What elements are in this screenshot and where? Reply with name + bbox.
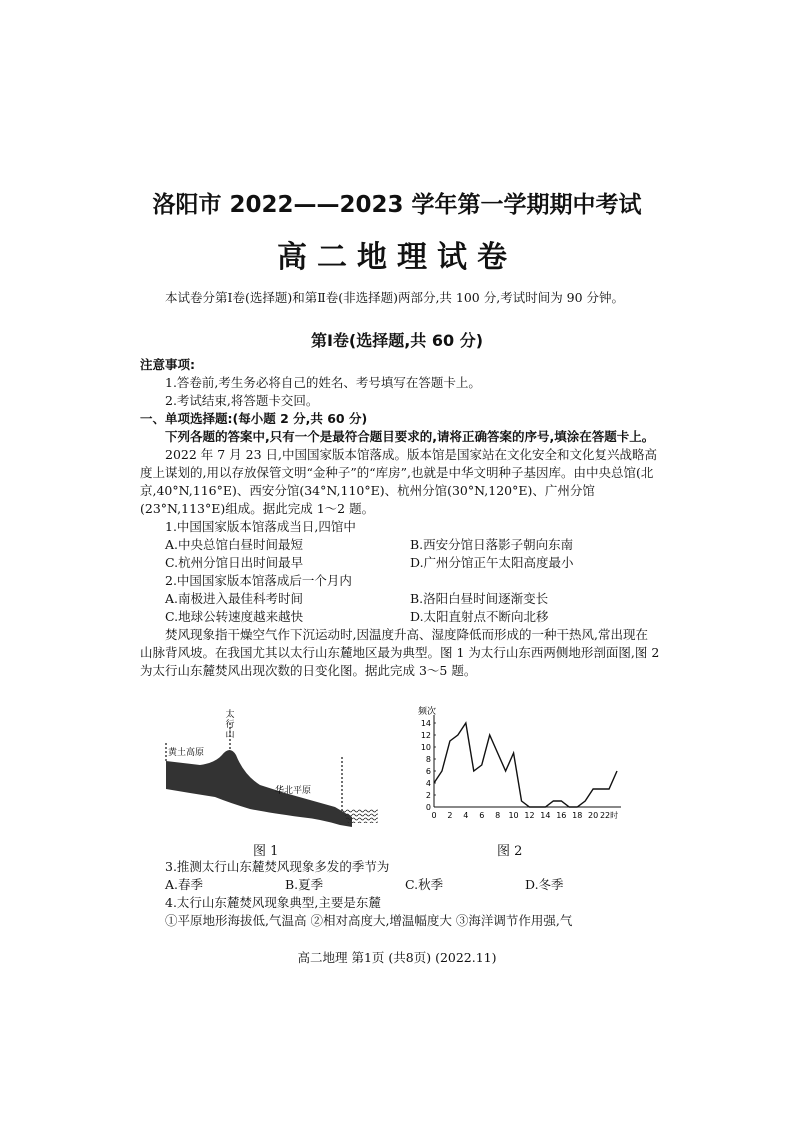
q2-option-d: D.太阳直射点不断向北移 — [410, 609, 549, 624]
q3-option-b: B.夏季 — [285, 877, 324, 892]
exam-title: 洛阳市 2022——2023 学年第一学期期中考试 — [152, 192, 642, 218]
passage-2: 焚风现象指干燥空气作下沉运动时,因温度升高、湿度降低而形成的一种干热风,常出现在山脉背风坡。在我国尤其以太行山东麓地区最为典型。图 1 为太行山东西两侧地形剖面图,图 2 为太行山东麓焚风出现次数的日变化图。据此完成 3～5 题。 — [140, 627, 660, 678]
q2-stem: 2.中国国家版本馆落成后一个月内 — [165, 573, 352, 588]
sea-shape — [342, 809, 378, 823]
figure-1-terrain-profile — [160, 705, 385, 830]
q2-option-c: C.地球公转速度越来越快 — [165, 609, 304, 624]
q2-option-a: A.南极进入最佳科考时间 — [165, 591, 304, 606]
part1-heading: 一、单项选择题:(每小题 2 分,共 60 分) — [140, 411, 368, 426]
x-tick-label: 18 — [572, 811, 583, 820]
q1-option-a: A.中央总馆白昼时间最短 — [165, 537, 304, 552]
q2-option-b: B.洛阳白昼时间逐渐变长 — [410, 591, 549, 606]
q1-options-row-2 — [140, 554, 660, 572]
x-tick-label: 8 — [495, 811, 501, 820]
q4-stem: 4.太行山东麓焚风现象典型,主要是东麓 — [165, 895, 381, 910]
q1-options-row-1 — [140, 536, 660, 554]
page-footer: 高二地理 第1页 (共8页) (2022.11) — [297, 950, 497, 965]
q1-option-b: B.西安分馆日落影子朝向东南 — [410, 537, 574, 552]
y-tick-label: 14 — [420, 719, 431, 728]
notice-block — [140, 356, 660, 680]
y-axis-label: 频次 — [418, 707, 437, 717]
figure-2-caption: 图 2 — [497, 844, 523, 859]
x-tick-label: 0 — [431, 811, 437, 820]
foehn-frequency-line — [434, 723, 617, 807]
questions-3-4 — [140, 858, 660, 930]
q3-options — [140, 876, 660, 894]
y-tick-label: 12 — [420, 731, 431, 740]
q1-stem: 1.中国国家版本馆落成当日,四馆中 — [165, 519, 356, 534]
q1-option-c: C.杭州分馆日出时间最早 — [165, 555, 304, 570]
y-tick-label: 4 — [425, 779, 431, 788]
x-tick-label: 12 — [524, 811, 535, 820]
x-tick-label: 22时 — [599, 811, 619, 820]
x-tick-label: 4 — [463, 811, 469, 820]
x-tick-label: 14 — [540, 811, 551, 820]
x-tick-label: 20 — [588, 811, 599, 820]
y-tick-label: 8 — [425, 755, 431, 764]
mountain-label-char-3: 山 — [225, 730, 235, 740]
q3-option-d: D.冬季 — [525, 877, 564, 892]
notice-item-2: 2.考试结束,将答题卡交回。 — [165, 393, 319, 408]
plateau-label: 黄土高原 — [168, 748, 205, 758]
q4-line: ①平原地形海拔低,气温高 ②相对高度大,增温幅度大 ③海洋调节作用强,气 — [165, 913, 573, 928]
plain-label: 华北平原 — [275, 786, 312, 796]
q1-option-d: D.广州分馆正午太阳高度最小 — [410, 555, 574, 570]
x-tick-label: 6 — [479, 811, 485, 820]
y-tick-label: 0 — [425, 803, 431, 812]
mountain-label-char-1: 太 — [225, 710, 235, 720]
x-tick-label: 16 — [556, 811, 567, 820]
y-tick-label: 2 — [425, 791, 431, 800]
y-tick-label: 10 — [420, 743, 431, 752]
x-tick-label: 2 — [447, 811, 453, 820]
part1-instruction: 下列各题的答案中,只有一个是最符合题目要求的,请将正确答案的序号,填涂在答题卡上。 — [165, 429, 655, 444]
figure-1-caption: 图 1 — [253, 844, 279, 859]
q3-stem: 3.推测太行山东麓焚风现象多发的季节为 — [165, 859, 390, 874]
x-tick-label: 10 — [508, 811, 519, 820]
exam-subtitle: 高二地理试卷 — [277, 240, 517, 275]
notice-item-1: 1.答卷前,考生务必将自己的姓名、考号填写在答题卡上。 — [165, 375, 481, 390]
section-title: 第Ⅰ卷(选择题,共 60 分) — [310, 331, 484, 350]
notice-heading: 注意事项: — [140, 357, 195, 372]
q2-options-row-1 — [140, 590, 660, 608]
q3-option-c: C.秋季 — [405, 877, 444, 892]
passage-1: 2022 年 7 月 23 日,中国国家版本馆落成。版本馆是国家站在文化安全和文化复兴战略高度上谋划的,用以存放保管文明“金种子”的“库房”,也就是中华文明种子基因库。由中央总馆(北京,40°N,116°E)、西安分馆(34°N,110°E)、杭州分馆(30°N,120°E)、广州分馆(23°N,113°E)组成。据此完成 1～2 题。 — [140, 447, 658, 516]
figure-2-foehn-chart — [412, 705, 637, 825]
q2-options-row-2 — [140, 608, 660, 626]
mountain-label — [225, 708, 234, 740]
terrain-profile-shape — [166, 750, 352, 827]
mountain-label-char-2: 行 — [225, 720, 235, 730]
y-tick-label: 6 — [425, 767, 431, 776]
intro-text: 本试卷分第Ⅰ卷(选择题)和第Ⅱ卷(非选择题)两部分,共 100 分,考试时间为 90 分钟。 — [165, 290, 625, 305]
q3-option-a: A.春季 — [165, 877, 204, 892]
